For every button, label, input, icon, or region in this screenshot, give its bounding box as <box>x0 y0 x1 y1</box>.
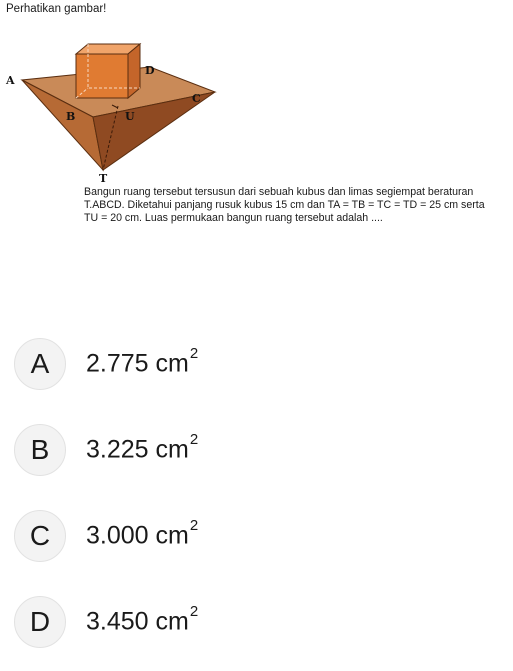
label-b: B <box>66 110 76 123</box>
option-d-value: 3.450 $cm^2$ <box>86 603 199 636</box>
option-d[interactable] <box>14 594 494 650</box>
solid-figure <box>0 22 260 182</box>
problem-line-2: T.ABCD. Diketahui panjang rusuk kubus 15 cm dan TA = TB = TC = TD = 25 cm serta <box>84 199 485 211</box>
label-t: T <box>99 172 108 182</box>
option-a[interactable] <box>14 336 494 392</box>
option-c[interactable] <box>14 508 494 564</box>
option-c-letter: C <box>14 510 66 562</box>
option-b[interactable] <box>14 422 494 478</box>
label-c: C <box>192 92 201 105</box>
option-b-value: 3.225 $cm^2$ <box>86 431 199 464</box>
option-a-letter: A <box>14 338 66 390</box>
intro-text: Perhatikan gambar! <box>6 3 107 15</box>
option-a-value: 2.775 $cm^2$ <box>86 345 199 378</box>
cube-side-face <box>128 44 140 98</box>
problem-line-3: TU = 20 cm. Luas permukaan bangun ruang tersebut adalah .... <box>84 212 383 224</box>
problem-line-1: Bangun ruang tersebut tersusun dari sebuah kubus dan limas segiempat beraturan <box>84 186 474 198</box>
option-c-value: 3.000 $cm^2$ <box>86 517 199 550</box>
label-a: A <box>6 74 15 87</box>
problem-statement <box>84 186 502 225</box>
option-d-letter: D <box>14 596 66 648</box>
label-u: U <box>125 110 135 123</box>
label-d: D <box>145 64 155 77</box>
option-b-letter: B <box>14 424 66 476</box>
